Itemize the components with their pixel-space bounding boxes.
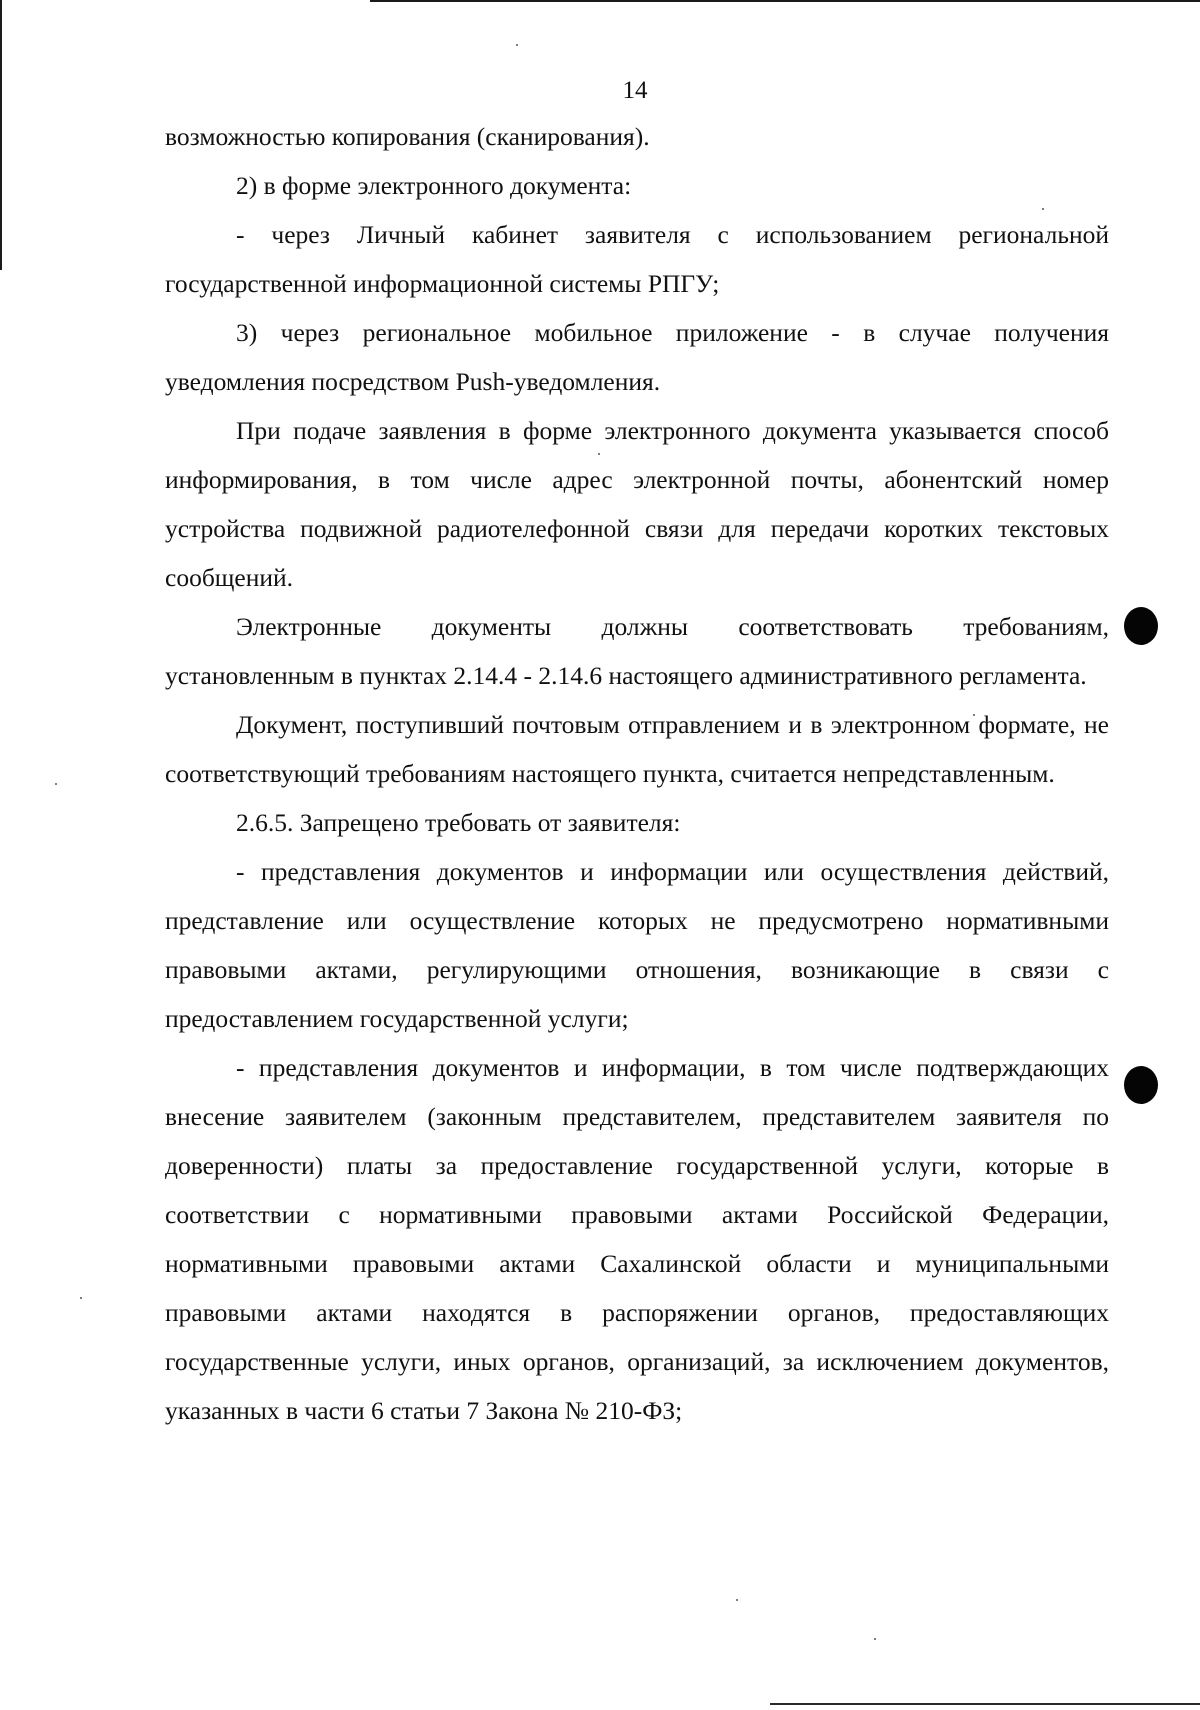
page-number: 14 bbox=[622, 77, 648, 104]
scan-speck bbox=[80, 1297, 82, 1299]
punch-hole-mark bbox=[1124, 607, 1158, 645]
document-body bbox=[165, 112, 1109, 1435]
scan-speck bbox=[55, 783, 57, 785]
paragraph: возможностью копирования (сканирования). bbox=[165, 122, 650, 151]
paragraph: 2) в форме электронного документа: bbox=[236, 171, 632, 200]
scan-border-top bbox=[370, 0, 1200, 2]
scan-speck bbox=[736, 1599, 738, 1601]
paragraph: 3) через региональное мобильное приложение - в случае получения уведомления посредством Push-уведомления. bbox=[165, 318, 1109, 396]
scan-speck bbox=[516, 44, 518, 46]
paragraph: - через Личный кабинет заявителя с использованием региональной государственной информационной системы РПГУ; bbox=[165, 220, 1109, 298]
list-item: - представления документов и информации, в том числе подтверждающих внесение заявителем (законным представителем, представителем заявителя по доверенности) платы за предоставление государственной услуги, которые в соответствии с нормативными правовыми актами Российской Федерации, нормативными правовыми актами Сахалинской области и муниципальными правовыми актами находятся в распоряжении органов, предоставляющих государственные услуги, иных органов, организаций, за исключением документов, указанных в части 6 статьи 7 Закона № 210-ФЗ; bbox=[165, 1053, 1109, 1425]
list-item: - представления документов и информации или осуществления действий, представление или осуществление которых не предусмотрено нормативными правовыми актами, регулирующими отношения, возникающие в связи с предоставлением государственной услуги; bbox=[165, 857, 1109, 1033]
punch-hole-mark bbox=[1124, 1066, 1158, 1104]
scan-border-left bbox=[0, 0, 2, 270]
section-heading: 2.6.5. Запрещено требовать от заявителя: bbox=[236, 808, 681, 837]
paragraph: Электронные документы должны соответствовать требованиям, установленным в пунктах 2.14.4 - 2.14.6 настоящего административного регламента. bbox=[165, 612, 1109, 690]
scan-border-bottom bbox=[770, 1703, 1200, 1705]
paragraph: При подаче заявления в форме электронного документа указывается способ информирования, в том числе адрес электронной почты, абонентский номер устройства подвижной радиотелефонной связи для передачи коротких текстовых сообщений. bbox=[165, 416, 1109, 592]
paragraph: Документ, поступивший почтовым отправлением и в электронном формате, не соответствующий требованиям настоящего пункта, считается непредставленным. bbox=[165, 710, 1109, 788]
scan-speck bbox=[874, 1638, 876, 1640]
